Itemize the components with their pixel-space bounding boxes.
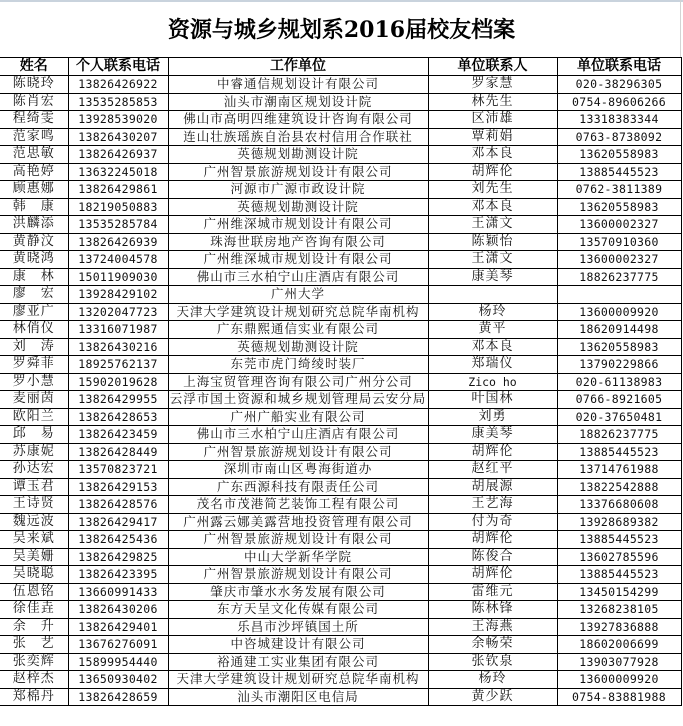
cell-unit-phone[interactable]: 0754-89606266 (557, 93, 681, 111)
cell-name[interactable]: 罗舜菲 (0, 356, 68, 374)
cell-work-unit[interactable]: 英德规划勘测设计院 (168, 198, 428, 216)
table-row (0, 496, 681, 514)
table-row (0, 566, 681, 584)
table-row (0, 303, 681, 321)
cell-work-unit[interactable]: 广州智景旅游规划设计有限公司 (168, 163, 428, 181)
cell-unit-contact[interactable]: 刘勇 (428, 408, 557, 426)
cell-name[interactable]: 张 艺 (0, 636, 68, 654)
cell-unit-contact[interactable]: 邓本良 (428, 338, 557, 356)
cell-personal-phone[interactable]: 13826429955 (68, 391, 168, 409)
cell-name[interactable]: 郑棉丹 (0, 688, 68, 706)
cell-work-unit[interactable]: 广州智景旅游规划设计有限公司 (168, 531, 428, 549)
cell-work-unit[interactable]: 中咨城建设计有限公司 (168, 636, 428, 654)
cell-name[interactable]: 黄静汶 (0, 233, 68, 251)
cell-name[interactable]: 陈肖宏 (0, 93, 68, 111)
cell-name[interactable]: 刘 涛 (0, 338, 68, 356)
cell-unit-contact[interactable]: 胡展源 (428, 478, 557, 496)
cell-personal-phone[interactable]: 13826426937 (68, 146, 168, 164)
table-row (0, 601, 681, 619)
cell-name[interactable]: 余 升 (0, 618, 68, 636)
cell-unit-contact[interactable]: 胡辉伦 (428, 163, 557, 181)
cell-work-unit[interactable]: 广州大学 (168, 286, 428, 304)
cell-unit-phone[interactable]: 13885445523 (557, 566, 681, 584)
cell-unit-phone[interactable]: 020-61138983 (557, 373, 681, 391)
table-row (0, 76, 681, 94)
table-row (0, 653, 681, 671)
cell-name[interactable]: 麦丽茵 (0, 391, 68, 409)
cell-personal-phone[interactable]: 13928539020 (68, 111, 168, 129)
cell-unit-contact[interactable]: 叶国林 (428, 391, 557, 409)
cell-personal-phone[interactable]: 13660991433 (68, 583, 168, 601)
cell-unit-phone[interactable]: 0762-3811389 (557, 181, 681, 199)
cell-name[interactable]: 邱 易 (0, 426, 68, 444)
alumni-table (0, 57, 682, 706)
cell-personal-phone[interactable]: 13724004578 (68, 251, 168, 269)
table-row (0, 636, 681, 654)
cell-personal-phone[interactable]: 13826429861 (68, 181, 168, 199)
table-row (0, 391, 681, 409)
cell-work-unit[interactable]: 广东西源科技有限责任公司 (168, 478, 428, 496)
cell-personal-phone[interactable]: 18925762137 (68, 356, 168, 374)
cell-unit-contact[interactable]: 区沛雄 (428, 111, 557, 129)
cell-personal-phone[interactable]: 13535285853 (68, 93, 168, 111)
cell-personal-phone[interactable]: 13928429102 (68, 286, 168, 304)
cell-unit-phone[interactable]: 13903077928 (557, 653, 681, 671)
cell-unit-phone[interactable]: 13620558983 (557, 146, 681, 164)
cell-name[interactable]: 韩 康 (0, 198, 68, 216)
table-row (0, 443, 681, 461)
cell-personal-phone[interactable]: 13676276091 (68, 636, 168, 654)
cell-unit-phone[interactable]: 13714761988 (557, 461, 681, 479)
cell-unit-phone[interactable]: 020-38296305 (557, 76, 681, 94)
cell-work-unit[interactable]: 广州智景旅游规划设计有限公司 (168, 443, 428, 461)
table-row (0, 321, 681, 339)
cell-work-unit[interactable]: 乐昌市沙坪镇国土所 (168, 618, 428, 636)
table-row (0, 531, 681, 549)
cell-name[interactable]: 程绮雯 (0, 111, 68, 129)
cell-work-unit[interactable]: 汕头市潮南区规划设计院 (168, 93, 428, 111)
cell-work-unit[interactable]: 广州露云娜美露营地投资管理有限公司 (168, 513, 428, 531)
cell-name[interactable]: 廖亚广 (0, 303, 68, 321)
cell-name[interactable]: 苏康妮 (0, 443, 68, 461)
cell-personal-phone[interactable]: 13826429153 (68, 478, 168, 496)
cell-unit-phone[interactable]: 13928689382 (557, 513, 681, 531)
cell-unit-contact[interactable]: 胡辉伦 (428, 566, 557, 584)
cell-unit-phone[interactable]: 13885445523 (557, 443, 681, 461)
cell-unit-contact[interactable]: 邓本良 (428, 198, 557, 216)
cell-personal-phone[interactable]: 15902019628 (68, 373, 168, 391)
cell-personal-phone[interactable]: 13826426922 (68, 76, 168, 94)
cell-work-unit[interactable]: 广州维深城市规划设计有限公司 (168, 251, 428, 269)
cell-name[interactable]: 伍恩铭 (0, 583, 68, 601)
cell-unit-phone[interactable]: 13602785596 (557, 548, 681, 566)
cell-name[interactable]: 张奕辉 (0, 653, 68, 671)
cell-personal-phone[interactable]: 13826430207 (68, 128, 168, 146)
cell-unit-contact[interactable]: 付为奇 (428, 513, 557, 531)
cell-work-unit[interactable]: 广东鼎熙通信实业有限公司 (168, 321, 428, 339)
cell-work-unit[interactable]: 肇庆市肇水水务发展有限公司 (168, 583, 428, 601)
cell-personal-phone[interactable]: 13650930402 (68, 671, 168, 689)
cell-unit-phone[interactable]: 13620558983 (557, 198, 681, 216)
cell-work-unit[interactable]: 天津大学建筑设计规划研究总院华南机构 (168, 303, 428, 321)
cell-personal-phone[interactable]: 13826423395 (68, 566, 168, 584)
cell-personal-phone[interactable]: 13826428653 (68, 408, 168, 426)
cell-name[interactable]: 王诗贤 (0, 496, 68, 514)
cell-personal-phone[interactable]: 13826429825 (68, 548, 168, 566)
cell-name[interactable]: 谭玉君 (0, 478, 68, 496)
cell-personal-phone[interactable]: 13826423459 (68, 426, 168, 444)
cell-unit-phone[interactable]: 13600009920 (557, 671, 681, 689)
header-personal-phone[interactable]: 个人联系电话 (68, 58, 168, 76)
cell-unit-phone[interactable]: 0754-83881988 (557, 688, 681, 706)
cell-unit-phone[interactable]: 13268238105 (557, 601, 681, 619)
cell-name[interactable]: 吴晓聪 (0, 566, 68, 584)
cell-personal-phone[interactable]: 13826429401 (68, 618, 168, 636)
cell-name[interactable]: 陈晓玲 (0, 76, 68, 94)
cell-unit-phone[interactable]: 18620914498 (557, 321, 681, 339)
table-row (0, 233, 681, 251)
cell-unit-contact[interactable]: 陈颖怡 (428, 233, 557, 251)
cell-work-unit[interactable]: 佛山市三水柏宁山庄酒店有限公司 (168, 268, 428, 286)
cell-name[interactable]: 范思敏 (0, 146, 68, 164)
cell-personal-phone[interactable]: 13826430206 (68, 601, 168, 619)
cell-unit-phone[interactable]: 13450154299 (557, 583, 681, 601)
header-name[interactable]: 姓名 (0, 58, 68, 76)
cell-work-unit[interactable]: 中睿通信规划设计有限公司 (168, 76, 428, 94)
cell-work-unit[interactable]: 佛山市高明四维建筑设计咨询有限公司 (168, 111, 428, 129)
cell-unit-phone[interactable]: 13570910360 (557, 233, 681, 251)
window-top-edge (0, 0, 683, 2)
cell-unit-contact[interactable]: 余畅荣 (428, 636, 557, 654)
cell-work-unit[interactable]: 河源市广源市政设计院 (168, 181, 428, 199)
cell-personal-phone[interactable]: 13535285784 (68, 216, 168, 234)
cell-personal-phone[interactable]: 13570823721 (68, 461, 168, 479)
cell-unit-contact[interactable]: 郑瑞仪 (428, 356, 557, 374)
table-row (0, 408, 681, 426)
table-row (0, 548, 681, 566)
cell-unit-contact[interactable]: 林先生 (428, 93, 557, 111)
table-row (0, 216, 681, 234)
cell-work-unit[interactable]: 连山壮族瑶族自治县农村信用合作联社 (168, 128, 428, 146)
cell-unit-phone[interactable]: 13885445523 (557, 163, 681, 181)
cell-name[interactable]: 康 林 (0, 268, 68, 286)
table-row (0, 286, 681, 304)
header-unit-phone[interactable]: 单位联系电话 (557, 58, 681, 76)
cell-name[interactable]: 顾惠娜 (0, 181, 68, 199)
cell-name[interactable]: 徐佳垚 (0, 601, 68, 619)
cell-work-unit[interactable]: 深圳市南山区粤海街道办 (168, 461, 428, 479)
cell-name[interactable]: 洪麟添 (0, 216, 68, 234)
table-row (0, 461, 681, 479)
cell-unit-contact[interactable]: 赵红平 (428, 461, 557, 479)
table-row (0, 93, 681, 111)
cell-unit-phone[interactable]: 13600009920 (557, 303, 681, 321)
cell-work-unit[interactable]: 东莞市虎门绮绫时装厂 (168, 356, 428, 374)
cell-personal-phone[interactable]: 15899954440 (68, 653, 168, 671)
cell-work-unit[interactable]: 茂名市茂港简艺装饰工程有限公司 (168, 496, 428, 514)
cell-unit-phone[interactable]: 13885445523 (557, 531, 681, 549)
cell-unit-phone[interactable]: 13620558983 (557, 338, 681, 356)
table-row (0, 251, 681, 269)
cell-unit-contact[interactable]: 王艺海 (428, 496, 557, 514)
table-row (0, 268, 681, 286)
cell-unit-contact[interactable]: 胡辉伦 (428, 443, 557, 461)
cell-unit-phone[interactable]: 0763-8738092 (557, 128, 681, 146)
cell-personal-phone[interactable]: 13202047723 (68, 303, 168, 321)
cell-unit-phone[interactable]: 18602006699 (557, 636, 681, 654)
cell-name[interactable]: 欧阳兰 (0, 408, 68, 426)
cell-personal-phone[interactable]: 13826428659 (68, 688, 168, 706)
cell-name[interactable]: 罗小慧 (0, 373, 68, 391)
cell-work-unit[interactable]: 中山大学新华学院 (168, 548, 428, 566)
cell-personal-phone[interactable]: 18219050883 (68, 198, 168, 216)
cell-name[interactable]: 孙达宏 (0, 461, 68, 479)
cell-unit-phone[interactable] (557, 286, 681, 304)
cell-personal-phone[interactable]: 13826428449 (68, 443, 168, 461)
cell-personal-phone[interactable]: 15011909030 (68, 268, 168, 286)
cell-unit-phone[interactable]: 13600002327 (557, 251, 681, 269)
table-row (0, 198, 681, 216)
cell-unit-contact[interactable]: 黄平 (428, 321, 557, 339)
cell-unit-contact[interactable]: 王潇文 (428, 216, 557, 234)
table-row (0, 128, 681, 146)
table-row (0, 163, 681, 181)
table-row (0, 426, 681, 444)
cell-unit-phone[interactable]: 020-37650481 (557, 408, 681, 426)
table-row (0, 338, 681, 356)
cell-personal-phone[interactable]: 13826428576 (68, 496, 168, 514)
cell-name[interactable]: 廖 宏 (0, 286, 68, 304)
cell-unit-contact[interactable]: 张钦泉 (428, 653, 557, 671)
cell-work-unit[interactable]: 东方天呈文化传媒有限公司 (168, 601, 428, 619)
cell-work-unit[interactable]: 英德规划勘测设计院 (168, 338, 428, 356)
table-row (0, 356, 681, 374)
cell-unit-contact[interactable]: 杨玲 (428, 303, 557, 321)
table-row (0, 513, 681, 531)
cell-unit-contact[interactable]: 雷维元 (428, 583, 557, 601)
cell-unit-contact[interactable] (428, 286, 557, 304)
cell-unit-contact[interactable]: 陈林锋 (428, 601, 557, 619)
table-row (0, 688, 681, 706)
cell-unit-contact[interactable]: 黄少跃 (428, 688, 557, 706)
cell-name[interactable]: 魏远波 (0, 513, 68, 531)
document-title: 资源与城乡规划系2016届校友档案 (167, 17, 516, 43)
table-row (0, 671, 681, 689)
cell-unit-phone[interactable]: 13600002327 (557, 216, 681, 234)
header-work-unit[interactable]: 工作单位 (168, 58, 428, 76)
table-row (0, 583, 681, 601)
cell-unit-contact[interactable]: 陈俊合 (428, 548, 557, 566)
cell-unit-phone[interactable]: 13318383344 (557, 111, 681, 129)
table-row (0, 146, 681, 164)
cell-personal-phone[interactable]: 13826430216 (68, 338, 168, 356)
cell-unit-contact[interactable]: 邓本良 (428, 146, 557, 164)
header-unit-contact[interactable]: 单位联系人 (428, 58, 557, 76)
cell-personal-phone[interactable]: 13826425436 (68, 531, 168, 549)
cell-name[interactable]: 黄晓鸿 (0, 251, 68, 269)
cell-name[interactable]: 赵梓杰 (0, 671, 68, 689)
cell-unit-phone[interactable]: 13790229866 (557, 356, 681, 374)
cell-unit-contact[interactable]: Zico ho (428, 373, 557, 391)
cell-work-unit[interactable]: 云浮市国土资源和城乡规划管理局云安分局 (169, 391, 427, 407)
table-row (0, 181, 681, 199)
cell-unit-contact[interactable]: 康美琴 (428, 426, 557, 444)
cell-unit-phone[interactable]: 13822542888 (557, 478, 681, 496)
cell-unit-contact[interactable]: 王海燕 (428, 618, 557, 636)
table-row (0, 478, 681, 496)
cell-unit-contact[interactable]: 覃莉娟 (428, 128, 557, 146)
cell-personal-phone[interactable]: 13826429417 (68, 513, 168, 531)
cell-work-unit[interactable]: 广州维深城市规划设计有限公司 (168, 216, 428, 234)
cell-work-unit[interactable]: 天津大学建筑设计规划研究总院华南机构 (168, 671, 428, 689)
cell-unit-contact[interactable]: 杨玲 (428, 671, 557, 689)
cell-work-unit[interactable]: 英德规划勘测设计院 (168, 146, 428, 164)
cell-unit-contact[interactable]: 罗家慧 (428, 76, 557, 94)
cell-work-unit[interactable]: 广州广船实业有限公司 (168, 408, 428, 426)
cell-work-unit[interactable]: 裕通建工实业集团有限公司 (168, 653, 428, 671)
cell-work-unit[interactable]: 珠海世联房地产咨询有限公司 (168, 233, 428, 251)
cell-personal-phone[interactable]: 13632245018 (68, 163, 168, 181)
cell-name[interactable]: 吴美姗 (0, 548, 68, 566)
cell-unit-phone[interactable]: 13376680608 (557, 496, 681, 514)
table-row (0, 618, 681, 636)
cell-name[interactable]: 范家鸣 (0, 128, 68, 146)
cell-unit-contact[interactable]: 王潇文 (428, 251, 557, 269)
cell-unit-phone[interactable]: 0766-8921605 (557, 391, 681, 409)
cell-work-unit[interactable]: 汕头市潮阳区电信局 (168, 688, 428, 706)
cell-unit-phone[interactable]: 18826237775 (557, 426, 681, 444)
cell-unit-contact[interactable]: 刘先生 (428, 181, 557, 199)
header-row (0, 58, 681, 76)
cell-personal-phone[interactable]: 13316071987 (68, 321, 168, 339)
cell-unit-phone[interactable]: 13927836888 (557, 618, 681, 636)
cell-unit-contact[interactable]: 胡辉伦 (428, 531, 557, 549)
table-row (0, 373, 681, 391)
cell-unit-phone[interactable]: 18826237775 (557, 268, 681, 286)
cell-name[interactable]: 高艳婷 (0, 163, 68, 181)
cell-work-unit[interactable]: 上海宝贸管理咨询有限公司广州分公司 (168, 373, 428, 391)
cell-work-unit[interactable]: 佛山市三水柏宁山庄酒店有限公司 (168, 426, 428, 444)
cell-name[interactable]: 吴来斌 (0, 531, 68, 549)
cell-personal-phone[interactable]: 13826426939 (68, 233, 168, 251)
cell-unit-contact[interactable]: 康美琴 (428, 268, 557, 286)
cell-work-unit[interactable]: 广州智景旅游规划设计有限公司 (168, 566, 428, 584)
table-row (0, 111, 681, 129)
cell-name[interactable]: 林俏仪 (0, 321, 68, 339)
